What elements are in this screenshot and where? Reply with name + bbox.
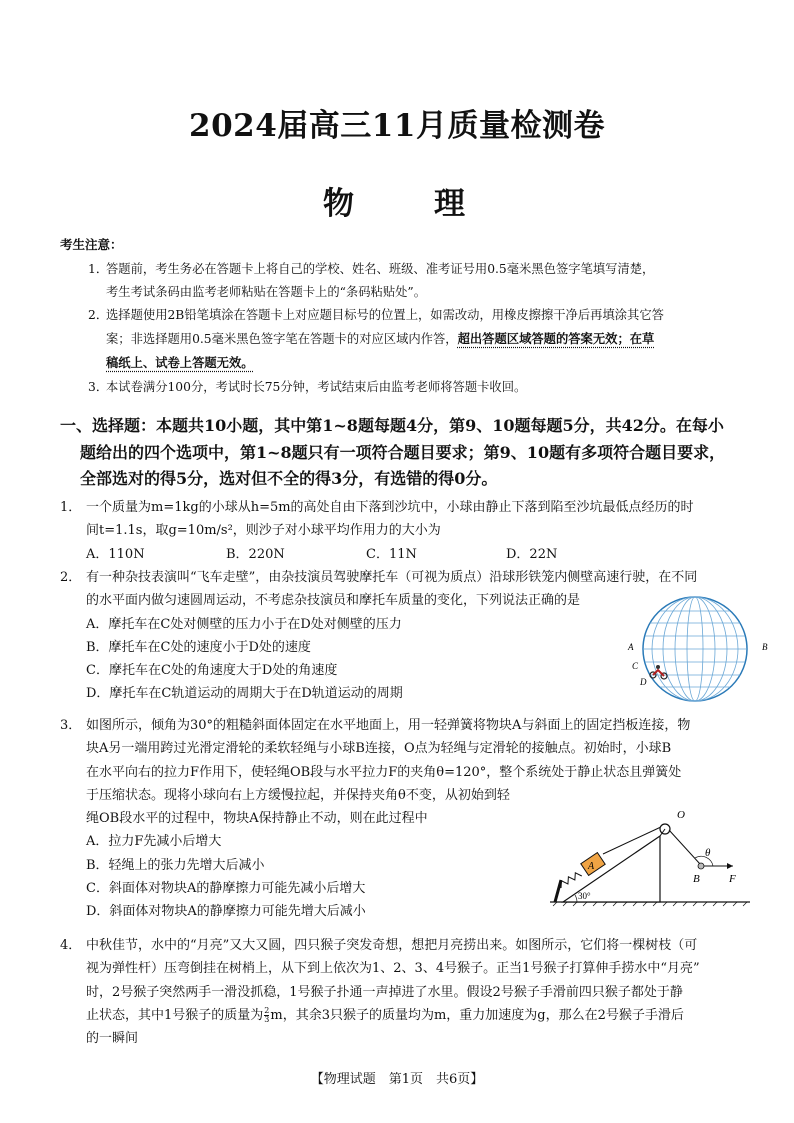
fraction-denominator: 3: [264, 1014, 270, 1024]
label-block-a: A: [588, 861, 595, 872]
incline-pulley-figure: [545, 808, 760, 910]
question-text: 间t=1.1s，取g=10m/s²，则沙子对小球平均作用力的大小为: [86, 523, 441, 539]
label-b: B: [762, 642, 768, 652]
option-a[interactable]: A．110N: [86, 546, 145, 562]
label-b: B: [693, 873, 700, 885]
notice-text: 考生考试条码由监考老师粘贴在答题卡上的“条码粘贴处”。: [106, 285, 426, 299]
question-number: 3．: [60, 718, 82, 733]
sphere-cage-figure: [620, 592, 780, 712]
question-text: m，其余3只猴子的质量均为m，重力加速度为g，那么在2号猴子手滑后: [270, 1007, 684, 1023]
notice-text: 本试卷满分100分，考试时长75分钟，考试结束后由监考老师将答题卡收回。: [106, 380, 527, 394]
option-a[interactable]: A．摩托车在C处对侧壁的压力小于在D处对侧壁的压力: [86, 616, 402, 632]
question-text: 止状态，其中1号猴子的质量为: [86, 1007, 264, 1023]
question-4: [60, 934, 740, 1050]
question-text: 的水平面内做匀速圆周运动，不考虑杂技演员和摩托车质量的变化，下列说法正确的是: [86, 593, 581, 609]
ball-b: [698, 863, 704, 869]
section-text: 一、选择题：本题共10小题，其中第1~8题每题4分，第9、10题每题5分，共42分。在每小: [60, 416, 724, 435]
notice-item-3: [88, 376, 738, 399]
label-o: O: [677, 809, 685, 821]
options-row: [60, 543, 740, 566]
question-number: 1．: [60, 500, 82, 515]
question-text: 块A另一端用跨过光滑定滑轮的柔软轻绳与小球B连接，O点为轻绳与定滑轮的接触点。初始时，小球B: [86, 741, 672, 757]
notice-text: 案；非选择题用0.5毫米黑色签字笔在答题卡的对应区域内作答，: [106, 332, 458, 346]
notice-num: 2．: [88, 308, 109, 322]
question-text: 如图所示，倾角为30°的粗糙斜面体固定在水平地面上，用一轻弹簧将物块A与斜面上的固定挡板连接，物: [86, 718, 691, 733]
section-heading: [60, 413, 750, 493]
fraction-numerator: 2: [264, 1005, 270, 1015]
option-c[interactable]: C．摩托车在C处的角速度大于D处的角速度: [86, 663, 338, 679]
notice-text: 选择题使用2B铅笔填涂在答题卡上对应题目标号的位置上，如需改动，用橡皮擦擦干净后再填涂其它答: [106, 308, 664, 322]
section-text: 题给出的四个选项中，第1~8题只有一项符合题目要求；第9、10题有多项符合题目要求，: [80, 442, 726, 462]
spring-icon: [558, 871, 582, 888]
question-text: 一个质量为m=1kg的小球从h=5m的高处自由下落到沙坑中，小球由静止下落到陷至沙坑最低点经历的时: [86, 500, 694, 515]
label-c: C: [632, 661, 639, 671]
option-a[interactable]: A．拉力F先减小后增大: [86, 834, 222, 850]
notice-emphasis: 超出答题区域答题的答案无效；在草: [457, 331, 655, 346]
rope-segment-ob: [669, 830, 700, 864]
question-text: 有一种杂技表演叫“飞车走壁”，由杂技演员驾驶摩托车（可视为质点）沿球形铁笼内侧壁高速行驶，在不同: [86, 570, 698, 585]
subject-title: 物 理: [323, 186, 471, 222]
option-c[interactable]: C．斜面体对物块A的静摩擦力可能先减小后增大: [86, 881, 366, 897]
notice-text: 答题前，考生务必在答题卡上将自己的学校、姓名、班级、准考证号用0.5毫米黑色签字笔填写清楚，: [106, 262, 655, 276]
question-text: 于压缩状态。现将小球向右上方缓慢拉起，并保持夹角θ不变，从初始到轻: [86, 787, 510, 803]
option-d[interactable]: D．斜面体对物块A的静摩擦力可能先增大后减小: [86, 904, 366, 920]
option-d[interactable]: D．摩托车在C轨道运动的周期大于在D轨道运动的周期: [86, 686, 403, 702]
question-text: 在水平向右的拉力F作用下，使轻绳OB段与水平拉力F的夹角θ=120°，整个系统处于静止状态且弹簧处: [86, 764, 682, 780]
section-text: 全部选对的得5分，选对但不全的得3分，有选错的得0分。: [80, 469, 498, 488]
notice-num: 3．: [88, 380, 109, 394]
sphere-latitudes: [643, 611, 747, 687]
page-footer: 【物理试题 第1页 共6页】: [310, 1072, 484, 1087]
label-d: D: [640, 677, 647, 687]
notice-item-1: [88, 258, 738, 304]
notice-emphasis: 稿纸上、试卷上答题无效。: [106, 355, 254, 370]
question-text: [60, 1004, 740, 1027]
question-1: [60, 496, 740, 566]
option-b[interactable]: B．摩托车在C处的速度小于D处的速度: [86, 639, 311, 655]
option-b[interactable]: B．220N: [226, 546, 285, 562]
label-theta: θ: [705, 847, 711, 859]
fraction: [264, 1007, 269, 1024]
label-angle: 30°: [578, 891, 591, 901]
option-b[interactable]: B．轻绳上的张力先增大后减小: [86, 857, 265, 873]
question-text: 时，2号猴子突然两手一滑没抓稳，1号猴子扑通一声掉进了水里。假设2号猴子手滑前四只猴子都处于静: [86, 984, 683, 1000]
question-text: 视为弹性杆）压弯倒挂在树梢上，从下到上依次为1、2、3、4号猴子。正当1号猴子打算伸手捞水中“月亮”: [86, 961, 700, 977]
option-d[interactable]: D．22N: [506, 546, 558, 562]
question-text: 的一瞬间: [86, 1031, 139, 1047]
stopper-plate: [555, 880, 561, 902]
notice-num: 1．: [88, 262, 109, 276]
question-text: 绳OB段水平的过程中，物块A保持静止不动，则在此过程中: [86, 811, 428, 827]
force-f-arrowhead: [727, 863, 733, 869]
notice-item-2: [88, 304, 738, 374]
question-text: 中秋佳节，水中的“月亮”又大又圆，四只猴子突发奇想，想把月亮捞出来。如图所示，它们将一棵树枝（可: [86, 938, 698, 953]
notice-heading: 考生注意：: [60, 237, 123, 252]
label-f: F: [729, 873, 736, 885]
exam-title: 2024届高三11月质量检测卷: [189, 108, 605, 144]
question-number: 2．: [60, 570, 82, 585]
label-a: A: [628, 642, 634, 652]
option-c[interactable]: C．11N: [366, 546, 417, 562]
question-number: 4．: [60, 938, 82, 953]
